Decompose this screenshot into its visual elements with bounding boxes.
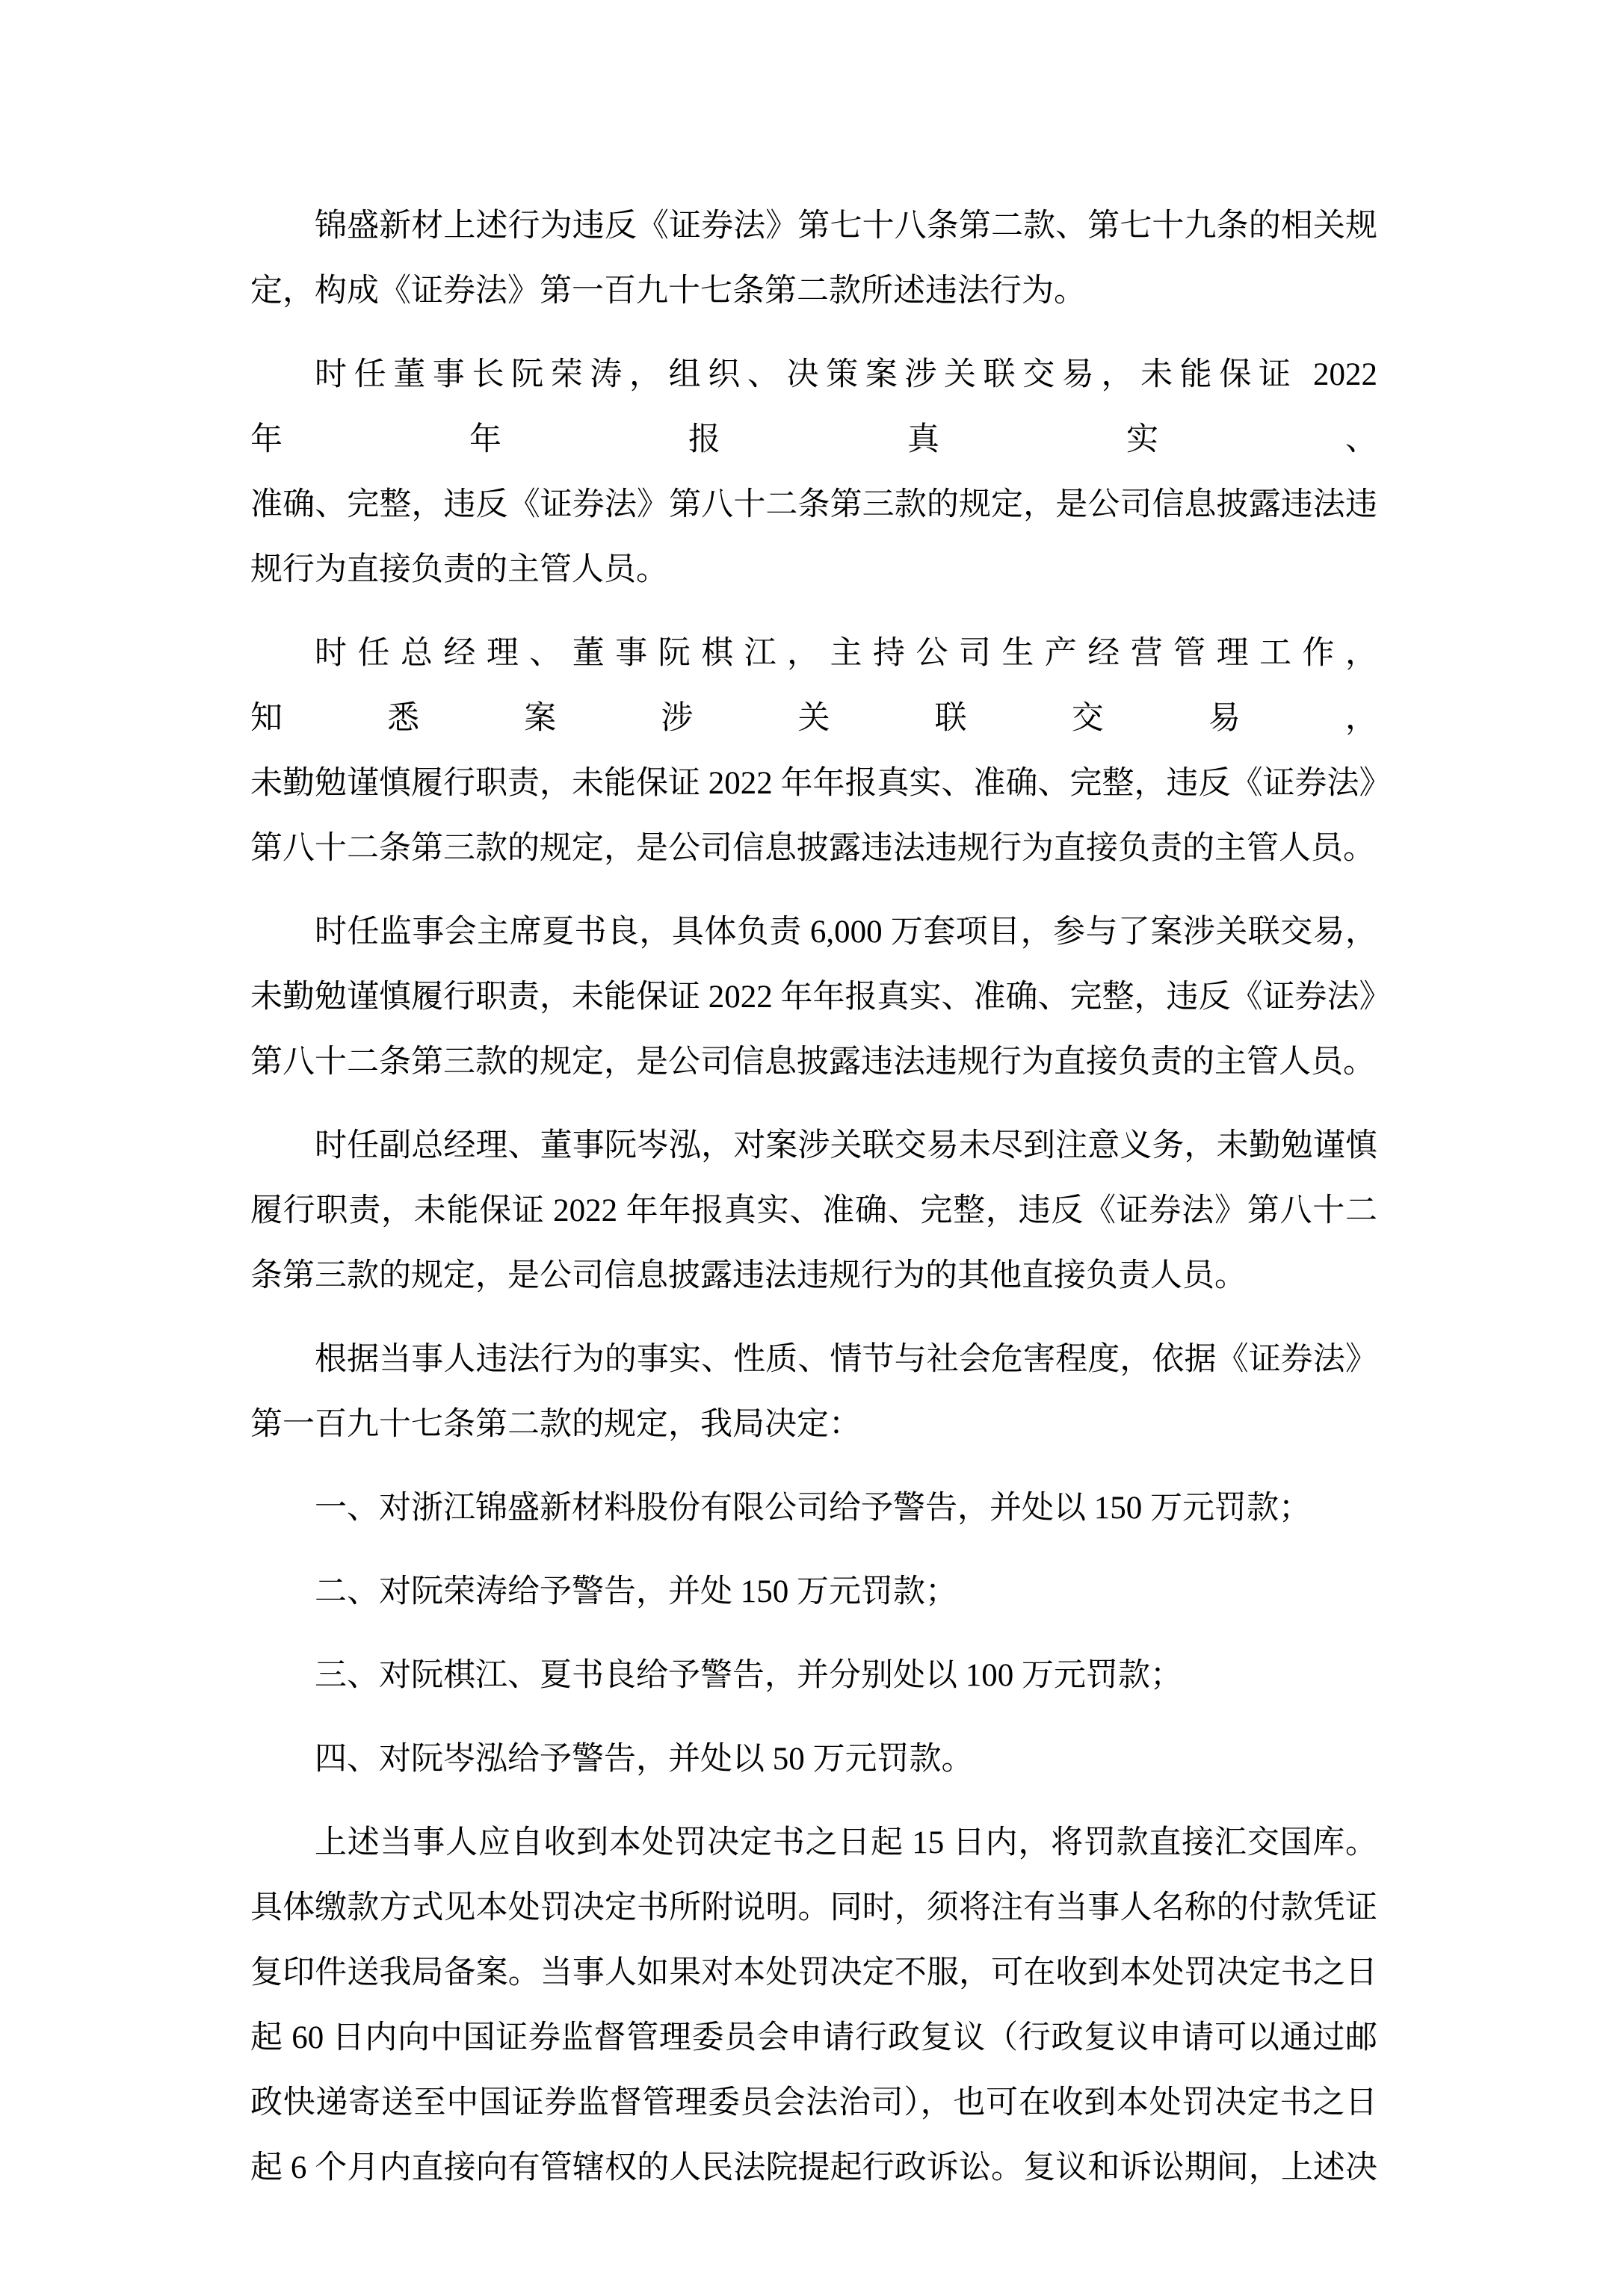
paragraph [250,1476,1377,1541]
text-line: 政快递寄送至中国证券监督管理委员会法治司），也可在收到本处罚决定书之日 [250,2085,1377,2120]
paragraph [250,342,1377,602]
text-line: 规行为直接负责的主管人员。 [250,552,668,587]
text-line: 第一百九十七条第二款的规定，我局决定： [250,1407,861,1442]
document-content [250,194,1392,2200]
paragraph [250,1643,1377,1708]
text-line: 未勤勉谨慎履行职责，未能保证 2022 年年报真实、准确、完整，违反《证券法》 [250,766,1392,801]
text-line: 准确、完整，违反《证券法》第八十二条第三款的规定，是公司信息披露违法违 [250,487,1377,522]
text-line: 锦盛新材上述行为违反《证券法》第七十八条第二款、第七十九条的相关规 [315,208,1377,244]
paragraph [250,1559,1377,1624]
text-line: 定，构成《证券法》第一百九十七条第二款所述违法行为。 [250,273,1086,309]
paragraph [250,900,1392,1095]
paragraph [250,1727,1377,1792]
text-line: 起 60 日内向中国证券监督管理委员会申请行政复议（行政复议申请可以通过邮 [250,2020,1377,2055]
text-line: 时任副总经理、董事阮岑泓，对案涉关联交易未尽到注意义务，未勤勉谨慎 [315,1128,1377,1163]
text-line: 条第三款的规定，是公司信息披露违法违规行为的其他直接负责人员。 [250,1258,1247,1293]
text-line: 时任董事长阮荣涛，组织、决策案涉关联交易，未能保证 2022 年年报真实、 [250,357,1377,457]
text-line: 时任总经理、董事阮棋江，主持公司生产经营管理工作，知悉案涉关联交易， [250,636,1377,736]
paragraph [250,194,1377,324]
text-line: 二、对阮荣涛给予警告，并处 150 万元罚款； [315,1574,957,1609]
paragraph [250,1327,1377,1457]
paragraph [250,1810,1377,2200]
text-line: 上述当事人应自收到本处罚决定书之日起 15 日内，将罚款直接汇交国库。 [315,1825,1377,1860]
text-line: 时任监事会主席夏书良，具体负责 6,000 万套项目，参与了案涉关联交易， [315,915,1377,950]
text-line: 起 6 个月内直接向有管辖权的人民法院提起行政诉讼。复议和诉讼期间，上述决 [250,2150,1377,2185]
text-line: 一、对浙江锦盛新材料股份有限公司给予警告，并处以 150 万元罚款； [315,1491,1311,1526]
paragraph [250,621,1392,881]
text-line: 未勤勉谨慎履行职责，未能保证 2022 年年报真实、准确、完整，违反《证券法》 [250,980,1392,1015]
text-line: 四、对阮岑泓给予警告，并处以 50 万元罚款。 [315,1742,974,1777]
text-line: 具体缴款方式见本处罚决定书所附说明。同时，须将注有当事人名称的付款凭证 [250,1890,1377,1925]
text-line: 第八十二条第三款的规定，是公司信息披露违法违规行为直接负责的主管人员。 [250,1045,1375,1080]
text-line: 根据当事人违法行为的事实、性质、情节与社会危害程度，依据《证券法》 [315,1342,1377,1377]
text-line: 三、对阮棋江、夏书良给予警告，并分别处以 100 万元罚款； [315,1658,1182,1693]
text-line: 履行职责，未能保证 2022 年年报真实、准确、完整，违反《证券法》第八十二 [250,1193,1377,1228]
paragraph [250,1113,1377,1308]
text-line: 复印件送我局备案。当事人如果对本处罚决定不服，可在收到本处罚决定书之日 [250,1955,1377,1990]
text-line: 第八十二条第三款的规定，是公司信息披露违法违规行为直接负责的主管人员。 [250,831,1375,866]
